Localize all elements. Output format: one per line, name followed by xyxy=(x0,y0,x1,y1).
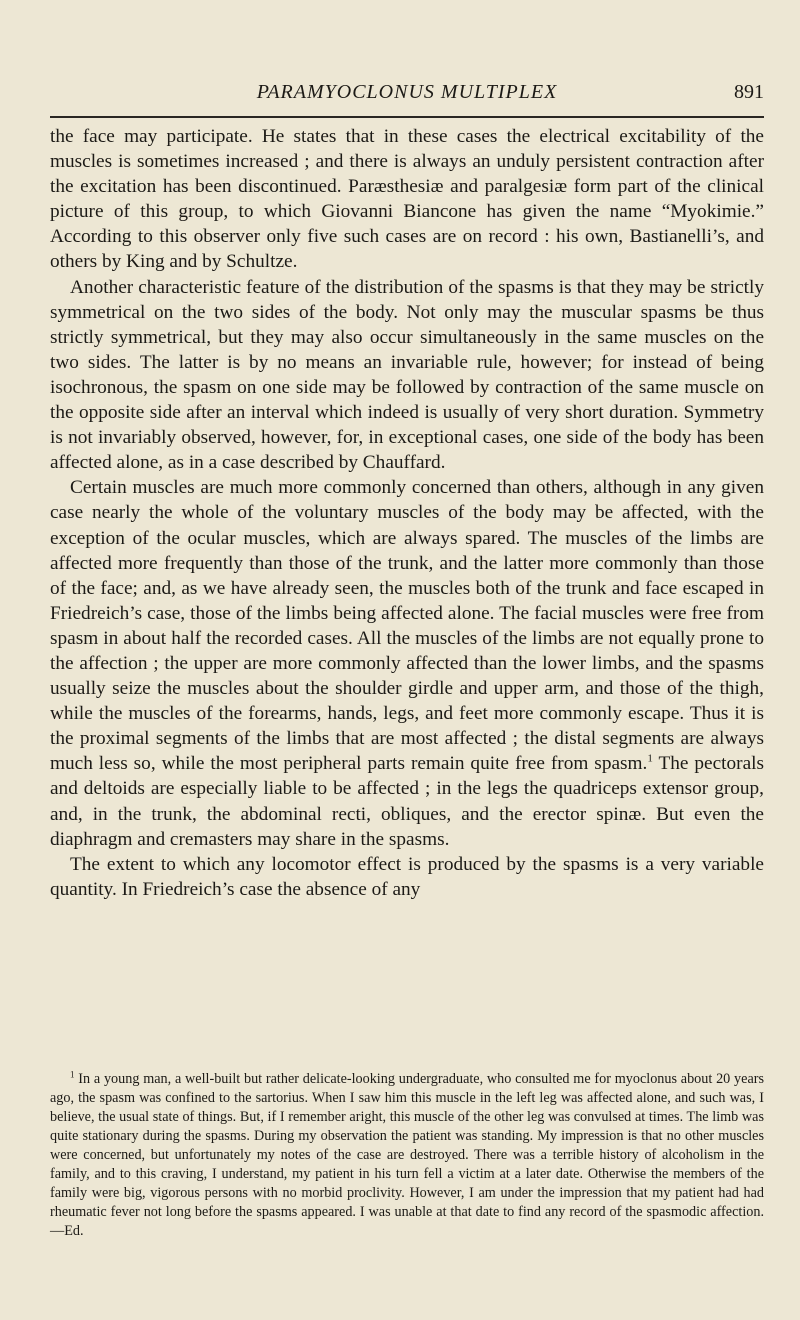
paragraph-2: Another characteristic feature of the distribution of the spasms is that they may be strictly symmetrical on the two sides of the body. Not only may the muscular spasms be thus strictly symmetrical, but they may also occur simultaneously in the same muscles on the two sides. The latter is by no means an invariable rule, however; for instead of being isochronous, the spasm on one side may be followed by contraction of the same muscle on the opposite side after an interval which indeed is usually of very short duration. Symmetry is not invariably observed, however, for, in exceptional cases, one side of the body has been affected alone, as in a case described by Chauffard. xyxy=(50,276,764,474)
page-number: 891 xyxy=(734,81,764,103)
footnote-mark: 1 xyxy=(70,1069,75,1080)
header-rule xyxy=(50,116,764,118)
body-text xyxy=(50,124,764,902)
running-head xyxy=(50,81,764,111)
paragraph-3-part-b: The pectorals and deltoids are especially liable to be affected ; in the legs the quadriceps extensor group, and, in the trunk, the abdominal recti, obliques, and the erector spinæ. But even the diaphragm and cremasters may share in the spasms. xyxy=(50,753,764,850)
footnote-reference: 1 xyxy=(647,752,653,765)
paragraph-3-part-a: Certain muscles are much more commonly concerned than others, although in any given case nearly the whole of the voluntary muscles of the body may be affected, with the exception of the ocular muscles, which are always spared. The muscles of the limbs are affected more frequently than those of the trunk, and the latter more commonly than those of the face; and, as we have already seen, the muscles both of the trunk and face escaped in Friedreich’s case, those of the limbs being affected alone. The facial muscles were free from spasm in about half the recorded cases. All the muscles of the limbs are not equally prone to the affection ; the upper are more commonly affected than the lower limbs, and the spasms usually seize the muscles about the shoulder girdle and upper arm, and those of the thigh, while the muscles of the forearms, hands, legs, and feet more commonly escape. Thus it is the proximal segments of the limbs that are most affected ; the distal segments are always much less so, while the most peripheral parts remain quite free from spasm. xyxy=(50,477,764,775)
footnote-paragraph xyxy=(50,1070,764,1241)
paragraph-1: the face may participate. He states that in these cases the electrical excitability of the muscles is sometimes increased ; and there is always an unduly persistent contraction after the excitation has been discontinued. Paræsthesiæ and paralgesiæ form part of the clinical picture of this group, to which Giovanni Biancone has given the name “Myokimie.” According to this observer only five such cases are on record : his own, Bastianelli’s, and others by King and by Schultze. xyxy=(50,126,764,273)
footnote-text: In a young man, a well-built but rather delicate-looking undergraduate, who consulted me for myoclonus about 20 years ago, the spasm was confined to the sartorius. When I saw him this muscle in the left leg was affected alone, and such was, I believe, the usual state of things. But, if I remember aright, this muscle of the other leg was convulsed at times. The limb was quite stationary during the spasms. During my observation the patient was standing. My impression is that no other muscles were concerned, but unfortunately my notes of the case are destroyed. There was a terrible history of alcoholism in the family, and to this craving, I understand, my patient in his turn fell a victim at a later date. Otherwise the members of the family were big, vigorous persons with no morbid proclivity. However, I am under the impression that my patient had had rheumatic fever not long before the spasms appeared. I was unable at that date to find any record of the spasmodic affection.—Ed. xyxy=(50,1071,764,1239)
footnote xyxy=(50,1070,764,1241)
paragraph-3 xyxy=(50,475,764,851)
running-title: PARAMYOCLONUS MULTIPLEX xyxy=(256,81,558,103)
paragraph-4: The extent to which any locomotor effect is produced by the spasms is a very variable quantity. In Friedreich’s case the absence of any xyxy=(50,853,764,900)
